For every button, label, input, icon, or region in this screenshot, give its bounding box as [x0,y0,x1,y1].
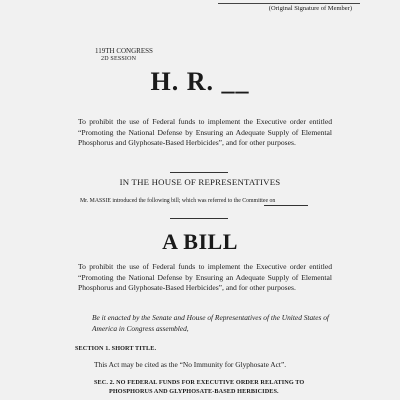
divider-rule [170,218,228,219]
signature-caption: (Original Signature of Member) [268,5,352,12]
committee-blank-line [264,205,308,206]
congress-session-block [95,47,153,63]
introduction-text: Mr. MASSIE introduced the following bill; which was referred to the Committee on [80,198,276,204]
introduction-line [80,198,275,204]
purpose-statement-bottom: To prohibit the use of Federal funds to implement the Executive order entitled “Promoting the National Defense by Ensuring an Adequate Supply of Elemental Phosphorus and Glyphosate-Based Herbicides”, and for other purposes. [78,262,332,293]
purpose-statement-top: To prohibit the use of Federal funds to implement the Executive order entitled “Promoting the National Defense by Ensuring an Adequate Supply of Elemental Phosphorus and Glyphosate-Based Herbicides”, and for other purposes. [78,117,332,148]
chamber-heading: IN THE HOUSE OF REPRESENTATIVES [119,177,281,187]
session-number: 2D SESSION [101,56,137,62]
section-1-title: SECTION 1. SHORT TITLE. [75,345,157,352]
signature-line [218,3,360,4]
congress-number: 119TH CONGRESS [95,47,153,55]
section-1-text: This Act may be cited as the “No Immunity for Glyphosate Act”. [94,360,287,369]
bill-heading: A BILL [162,229,238,254]
divider-rule [170,172,228,173]
section-2-title: SEC. 2. NO FEDERAL FUNDS FOR EXECUTIVE ORDER RELATING TO PHOSPHORUS AND GLYPHOSATE-BASED HERBICIDES. [94,379,305,395]
bill-number: H. R. __ [150,67,250,96]
enacting-clause: Be it enacted by the Senate and House of Representatives of the United States of America in Congress assembled, [92,313,329,333]
